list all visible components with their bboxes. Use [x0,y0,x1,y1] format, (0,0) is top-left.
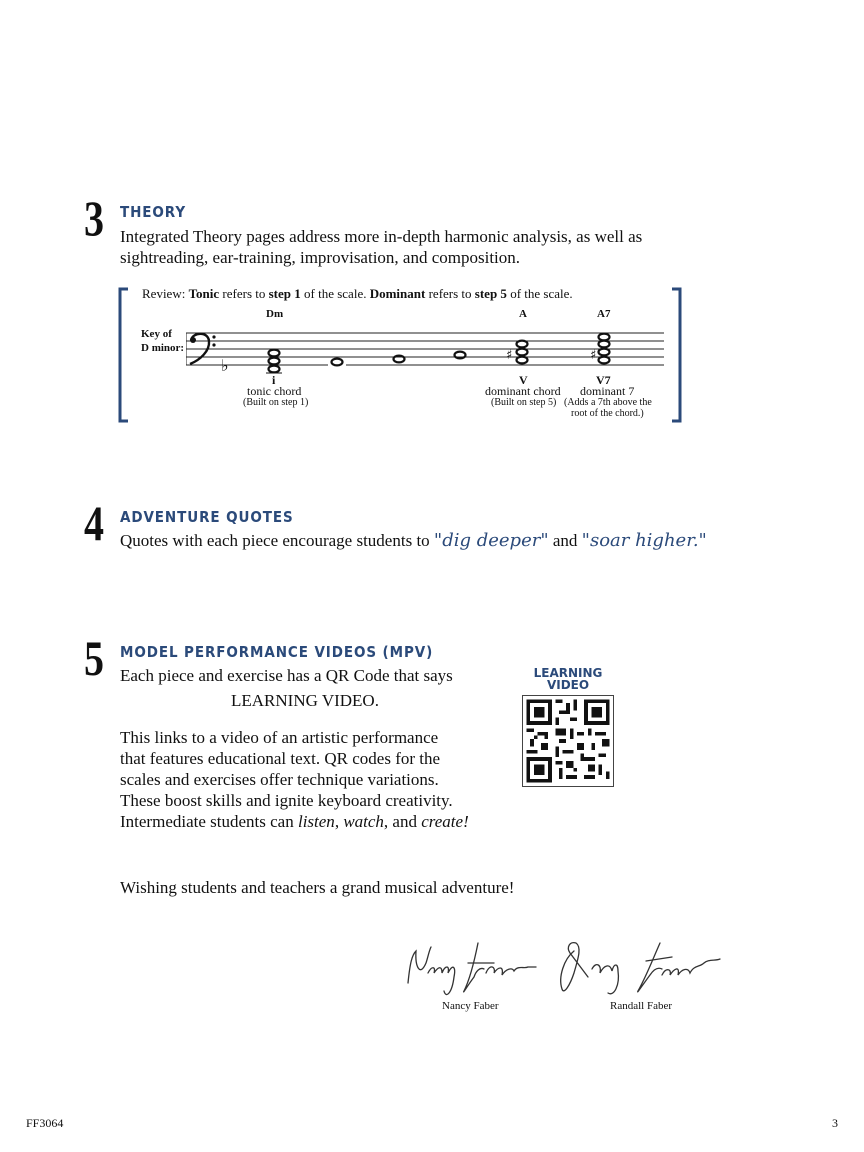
section-5-p2-line-3: scales and exercises offer technique variations. [120,770,439,789]
quote-soar-higher: "soar higher." [581,530,707,551]
section-3-body-line-2: sightreading, ear-training, improvisation, and composition. [120,248,521,267]
section-5-p2-line-1: This links to a video of an artistic performance [120,728,439,747]
key-label [141,327,184,355]
music-staff [186,326,666,378]
dominant-7-sub-1: (Adds a 7th above the [564,397,652,408]
review-line: Review: Tonic refers to step 1 of the scale. Dominant refers to step 5 of the scale. [142,286,573,301]
key-label-line-1: Key of [141,328,172,340]
roman-v: V [519,373,528,387]
svg-text:♯: ♯ [590,348,597,363]
chord-symbol-a: A [519,308,527,320]
scale-notes [328,352,466,366]
page-number: 3 [832,1116,838,1130]
section-4-body [120,530,707,551]
closing-line: Wishing students and teachers a grand musical adventure! [120,878,515,897]
section-5-line-2: LEARNING VIDEO. [231,691,379,710]
create-word: create! [421,812,469,831]
svg-text:♯: ♯ [506,348,513,363]
section-4-heading: ADVENTURE QUOTES [120,508,294,526]
listen-word: listen [297,812,335,831]
section-5-p2-line-2: that features educational text. QR codes for the [120,749,441,768]
qr-code[interactable] [522,695,614,787]
chord-symbol-dm: Dm [266,308,284,320]
tonic-label: tonic chord [247,384,302,398]
roman-v7: V7 [596,373,611,387]
quote-dig-deeper: "dig deeper" [433,530,549,551]
section-5-line-1: Each piece and exercise has a QR Code that says [120,666,453,685]
signature-randall: Randall Faber [610,1000,673,1012]
section-5-p2-line-4: These boost skills and ignite keyboard creativity. [120,791,453,810]
section-4-body-prefix: Quotes with each piece encourage students to [120,531,434,550]
section-4-number: 4 [84,495,104,551]
section-4-conj: and [548,531,582,550]
section-5-p2-line-5: Intermediate students can listen, watch, and create! [120,812,469,831]
signature-nancy: Nancy Faber [442,1000,499,1012]
section-3-number: 3 [84,190,104,246]
tonic-sub: (Built on step 1) [243,397,309,408]
qr-code-icon [523,696,613,786]
key-label-line-2: D minor: [141,342,185,354]
section-3-body-line-1: Integrated Theory pages address more in-depth harmonic analysis, as well as [120,227,643,246]
section-5-number: 5 [84,630,104,686]
section-3-heading: THEORY [120,203,187,221]
chord-symbol-a7: A7 [597,308,611,320]
dominant-label: dominant chord [485,384,561,398]
dominant-7-sub-2: root of the chord.) [571,408,644,419]
section-5-heading: MODEL PERFORMANCE VIDEOS (MPV) [120,643,434,661]
dominant-sub: (Built on step 5) [491,397,557,408]
watch-word: watch [343,812,384,831]
qr-label [522,667,614,691]
qr-label-line-1: LEARNING [533,666,603,680]
flat-icon: ♭ [221,356,229,375]
roman-i: i [272,373,276,387]
dm-chord-notes [266,350,282,373]
qr-label-line-2: VIDEO [546,678,590,692]
dominant-7-label: dominant 7 [580,384,635,398]
a-chord-notes [506,341,528,364]
footer-code: FF3064 [26,1116,64,1130]
